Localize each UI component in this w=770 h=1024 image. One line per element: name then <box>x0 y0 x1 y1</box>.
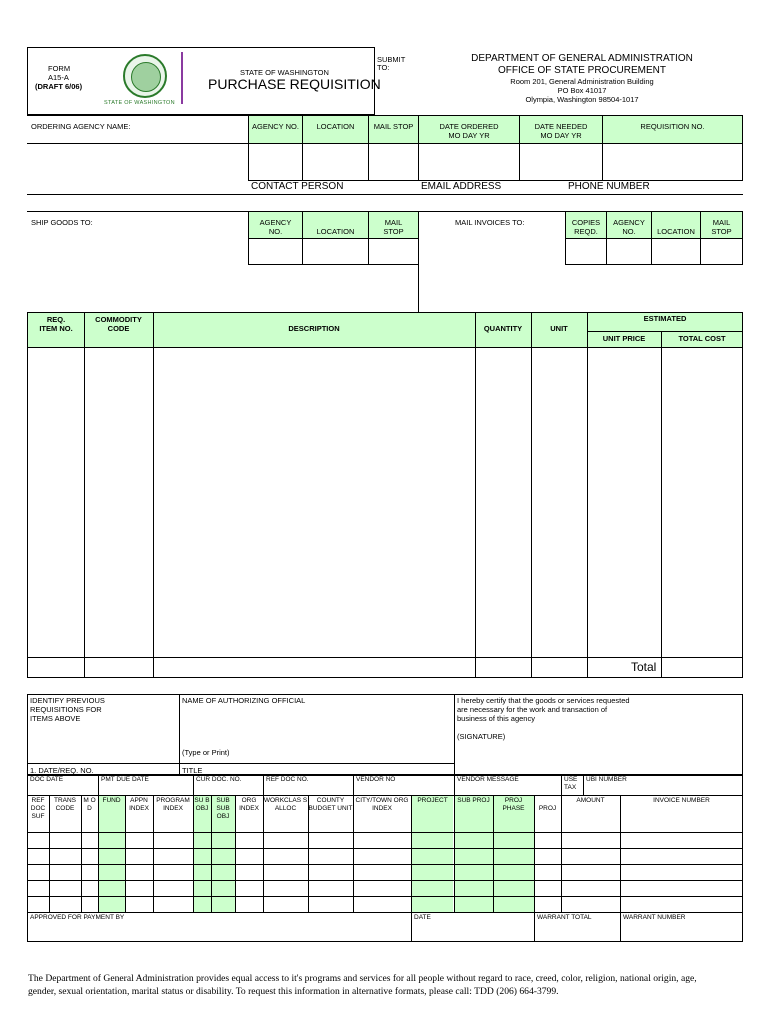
signature-label: (SIGNATURE) <box>457 732 506 741</box>
date-req-label: 1. DATE/REQ. NO. <box>30 766 94 775</box>
acct-top-div-1 <box>98 775 99 795</box>
title-label: TITLE <box>182 766 203 775</box>
acct-top-div-3 <box>263 775 264 795</box>
mod-label: M O D <box>83 797 96 812</box>
acct-top-div-2 <box>193 775 194 795</box>
dept-name: DEPARTMENT OF GENERAL ADMINISTRATION <box>471 53 693 64</box>
vendor-message-label: VENDOR MESSAGE <box>457 776 519 783</box>
mail-invoices-label: MAIL INVOICES TO: <box>455 218 525 227</box>
acct-top-div-6 <box>561 775 562 795</box>
address-line-3: Olympia, Washington 98504-1017 <box>525 95 639 104</box>
ref-doc-label: REF DOC NO. <box>266 776 309 783</box>
cur-doc-label: CUR DOC. NO. <box>196 776 242 783</box>
ship-location-label: LOCATION <box>316 227 355 236</box>
sub-obj-column[interactable] <box>194 796 211 912</box>
copies-label: COPIES <box>571 218 601 227</box>
req-item-label: REQ. <box>46 315 66 324</box>
footer-notice-1: The Department of General Administration provides equal access to it's programs and services for all people without regard to race, creed, color, religion, national origin, age, <box>28 973 697 984</box>
auth-col-2 <box>454 694 455 775</box>
footer-notice-2: gender, sexual orientation, marital status or disability. To request this information in alternative formats, please call: TDD (206) 664-3799. <box>28 986 559 997</box>
date-ordered-field[interactable] <box>418 143 520 181</box>
mail-stop-label: MAIL STOP <box>373 122 414 131</box>
city-town-label: CITY/TOWN ORG INDEX <box>355 797 409 812</box>
date-needed-label: DATE NEEDED <box>534 122 588 131</box>
items-entry-area[interactable] <box>28 348 742 656</box>
acct-row-1 <box>27 795 743 796</box>
certify-text-2: are necessary for the work and transaction of <box>457 705 608 714</box>
unit-price-label: UNIT PRICE <box>602 334 646 343</box>
ship-agency-field[interactable] <box>248 238 303 265</box>
date-ordered-label: DATE ORDERED <box>439 122 499 131</box>
seal-caption: STATE OF WASHINGTON <box>104 100 175 106</box>
authorizing-official-label: NAME OF AUTHORIZING OFFICIAL <box>182 696 306 705</box>
ship-location-field[interactable] <box>302 238 369 265</box>
inv-agency-label-2: NO. <box>622 227 636 236</box>
use-tax-label: USE <box>564 776 578 783</box>
location-label: LOCATION <box>316 122 355 131</box>
ref-doc-suf-label: REF DOC SUF <box>30 797 46 820</box>
inv-mailstop-label: MAIL <box>712 218 731 227</box>
requisition-no-field[interactable] <box>602 143 743 181</box>
type-or-print-label: (Type or Print) <box>182 748 230 757</box>
acct-row-b <box>27 864 743 865</box>
agency-no-label: AGENCY NO. <box>252 122 299 131</box>
copies-label-2: REQD. <box>574 227 598 236</box>
total-label: Total <box>631 660 657 674</box>
estimated-split <box>587 331 743 332</box>
acct-top-div-5 <box>454 775 455 795</box>
total-cost-field[interactable] <box>662 658 742 677</box>
county-budget-label: COUNTY BUDGET UNIT <box>308 797 353 812</box>
acct-col-13 <box>454 795 455 912</box>
auth-sep-left <box>27 763 179 764</box>
warrant-total-label: WARRANT TOTAL <box>537 914 592 921</box>
signature-field[interactable] <box>456 742 742 774</box>
contact-person-label: CONTACT PERSON <box>251 181 344 192</box>
email-address-label: EMAIL ADDRESS <box>421 181 502 192</box>
program-index-label: PROGRAM INDEX <box>156 797 190 812</box>
page-title: PURCHASE REQUISITION <box>208 76 381 92</box>
inv-agency-label: AGENCY <box>613 218 645 227</box>
vendor-no-label: VENDOR NO <box>356 776 396 783</box>
proj-phase-column[interactable] <box>494 796 534 912</box>
amount-label: AMOUNT <box>576 797 605 804</box>
form-draft: (DRAFT 6/06) <box>35 82 83 91</box>
project-column[interactable] <box>412 796 453 912</box>
sub-proj-column[interactable] <box>455 796 493 912</box>
pmt-due-label: PMT DUE DATE <box>101 776 149 783</box>
sub-sub-obj-label: SUB SUB OBJ <box>216 797 230 820</box>
invoice-number-label: INVOICE NUMBER <box>653 797 710 804</box>
acct-col-17 <box>620 795 621 942</box>
ubi-number-label: UBI NUMBER <box>586 776 627 783</box>
acct-top-div-7 <box>583 775 584 795</box>
acct-col-15 <box>534 795 535 942</box>
identify-prev-label-3: ITEMS ABOVE <box>30 714 81 723</box>
acct-col-12 <box>411 795 412 942</box>
acct-col-16 <box>561 795 562 912</box>
quantity-label: QUANTITY <box>483 324 523 333</box>
auth-sep-mid <box>179 763 454 764</box>
description-label: DESCRIPTION <box>288 324 340 333</box>
date-needed-field[interactable] <box>519 143 603 181</box>
acct-row-e <box>27 912 743 913</box>
acct-row-c <box>27 880 743 881</box>
requisition-no-label: REQUISITION NO. <box>640 122 705 131</box>
unit-label: UNIT <box>550 324 568 333</box>
certify-text-1: I hereby certify that the goods or services requested <box>457 696 630 705</box>
use-tax-label-2: TAX <box>564 784 577 791</box>
certify-text-3: business of this agency <box>457 714 535 723</box>
acct-row-a <box>27 848 743 849</box>
acct-row-d <box>27 896 743 897</box>
copies-field[interactable] <box>565 238 607 265</box>
acct-header-bottom <box>27 832 743 833</box>
commodity-label: COMMODITY <box>95 315 142 324</box>
ordering-agency-label: ORDERING AGENCY NAME: <box>31 122 131 131</box>
commodity-label-2: CODE <box>107 324 130 333</box>
state-name: STATE OF WASHINGTON <box>240 68 329 77</box>
inv-agency-field[interactable] <box>606 238 652 265</box>
total-cost-label: TOTAL COST <box>678 334 726 343</box>
authorizing-official-field[interactable] <box>181 706 453 746</box>
estimated-label: ESTIMATED <box>643 314 687 323</box>
inv-location-label: LOCATION <box>657 227 695 236</box>
ship-divider <box>418 211 419 312</box>
ship-mailstop-label-2: STOP <box>383 227 404 236</box>
inv-mailstop-label-2: STOP <box>711 227 732 236</box>
submit-to-label: SUBMIT <box>377 55 406 64</box>
form-label: FORM <box>48 64 71 73</box>
agency-no-field[interactable] <box>248 143 303 181</box>
date-needed-sub: MO DAY YR <box>540 131 582 140</box>
project-label: PROJECT <box>417 797 448 804</box>
inv-mailstop-field[interactable] <box>700 238 743 265</box>
acct-top-div-4 <box>353 775 354 795</box>
ship-agency-label-2: NO. <box>268 227 283 236</box>
identify-prev-label: IDENTIFY PREVIOUS <box>30 696 105 705</box>
address-line-2: PO Box 41017 <box>557 86 607 95</box>
doc-date-label: DOC DATE <box>30 776 64 783</box>
org-index-label: ORG INDEX <box>239 797 259 812</box>
phone-number-label: PHONE NUMBER <box>568 181 650 192</box>
fund-column[interactable] <box>99 796 125 912</box>
req-item-label-2: ITEM NO. <box>39 324 73 333</box>
warrant-number-label: WARRANT NUMBER <box>623 914 686 921</box>
proj-label: PROJ <box>538 805 557 812</box>
approved-by-label: APPROVED FOR PAYMENT BY <box>30 914 125 921</box>
ship-goods-label: SHIP GOODS TO: <box>31 218 93 227</box>
ordering-agency-line <box>27 143 248 144</box>
date-ordered-sub: MO DAY YR <box>448 131 490 140</box>
workclass-label: WORKCLAS S ALLOC <box>263 797 308 812</box>
sub-proj-label: SUB PROJ <box>457 797 490 804</box>
ship-agency-label: AGENCY <box>259 218 292 227</box>
ship-mailstop-field[interactable] <box>368 238 419 265</box>
mail-stop-field[interactable] <box>368 143 419 181</box>
contact-line <box>27 194 743 195</box>
location-field[interactable] <box>302 143 369 181</box>
proj-phase-label: PROJ PHASE <box>502 797 525 812</box>
approval-date-label: DATE <box>414 914 431 921</box>
identify-prev-label-2: REQUISITIONS FOR <box>30 705 102 714</box>
seal-divider <box>181 52 183 104</box>
sub-obj-label: SU B OBJ <box>194 797 210 812</box>
items-total-line <box>27 657 743 658</box>
acct-col-3 <box>98 795 99 912</box>
office-name: OFFICE OF STATE PROCUREMENT <box>498 65 666 76</box>
inv-location-field[interactable] <box>651 238 701 265</box>
trans-code-label: TRANS CODE <box>53 797 77 812</box>
form-number: A15-A <box>48 73 69 82</box>
ship-mailstop-label: MAIL <box>384 218 403 227</box>
appn-index-label: APPN INDEX <box>129 797 149 812</box>
fund-label: FUND <box>102 797 121 804</box>
address-line-1: Room 201, General Administration Building <box>510 77 654 86</box>
submit-to-label-2: TO: <box>377 63 390 72</box>
state-seal-logo <box>123 54 167 98</box>
